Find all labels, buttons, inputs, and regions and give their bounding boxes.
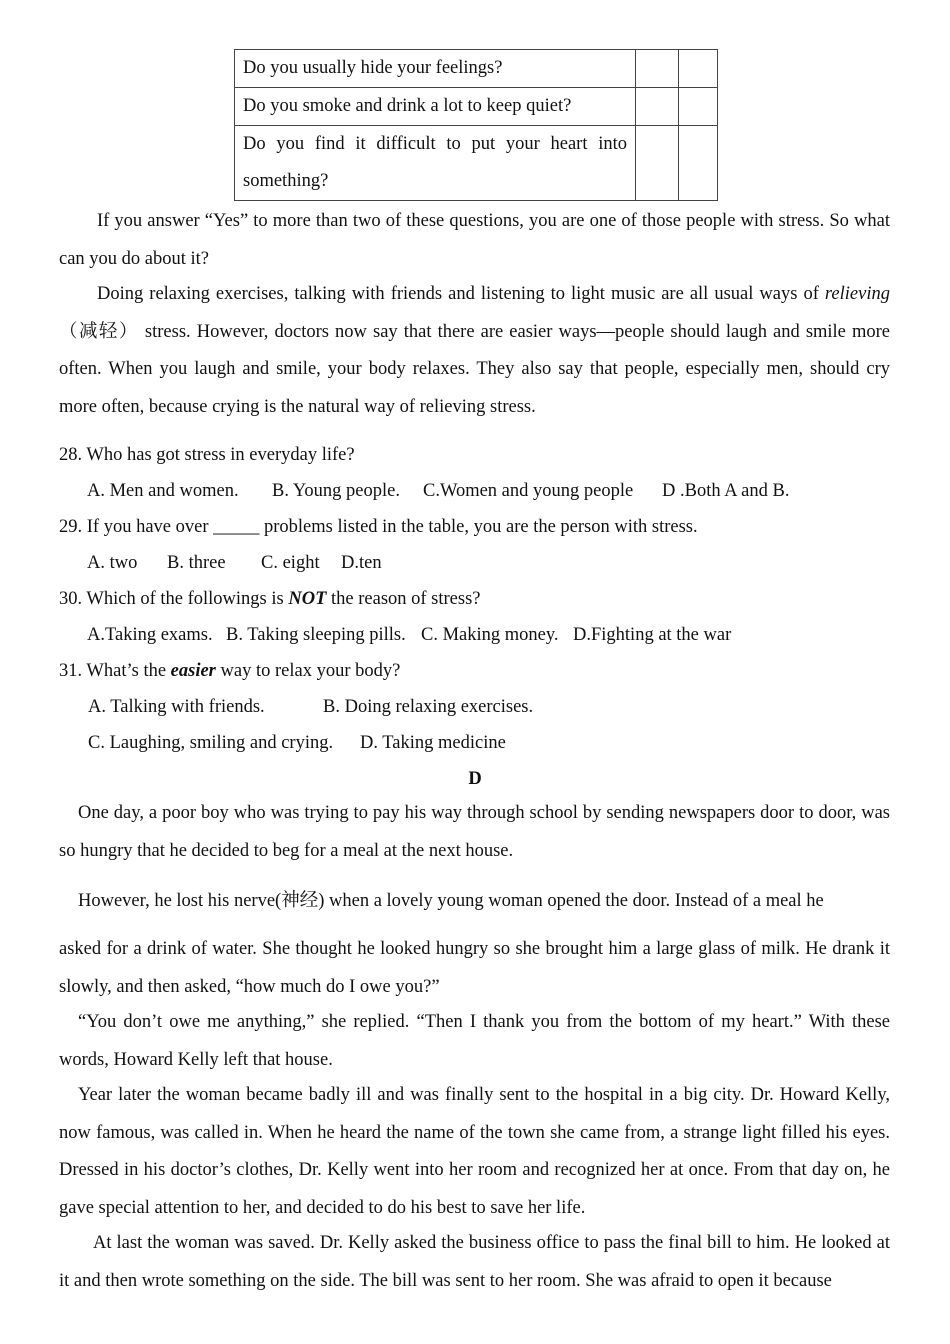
- passage-d-paragraph-4: Year later the woman became badly ill and was finally sent to the hospital in a big city. Dr. Howard Kelly, now famous, was called in. When he heard the name of the town she came from, a strange light filled his eyes. Dressed in his doctor’s clothes, Dr. Kelly went into her room and recognized her at once. From that day on, he gave special attention to her, and decided to do his best to save her life.: [59, 1085, 890, 1218]
- q30-option-d[interactable]: D.Fighting at the war: [573, 625, 732, 645]
- q29-option-d[interactable]: D.ten: [341, 553, 382, 573]
- q29-option-a[interactable]: A. two: [87, 553, 138, 573]
- stem-text: 31. What’s the: [59, 661, 171, 681]
- q31-option-b[interactable]: B. Doing relaxing exercises.: [323, 697, 534, 717]
- q28-option-b[interactable]: B. Young people.: [272, 481, 400, 501]
- yes-answer-cell: [636, 50, 679, 88]
- paragraph-text: stress. However, doctors now say that there are easier ways—people should laugh and smile more often. When you laugh and smile, your body relaxes. They also say that people, especially men, should cry more often, because crying is the natural way of relieving stress.: [59, 321, 890, 417]
- stem-text: way to relax your body?: [220, 661, 401, 681]
- passage-d-paragraph-3: “You don’t owe me anything,” she replied. “Then I thank you from the bottom of my heart.” With these words, Howard Kelly left that house.: [59, 1012, 890, 1070]
- yes-answer-cell: [636, 88, 679, 126]
- q28-option-a[interactable]: A. Men and women.: [87, 481, 239, 501]
- section-heading-d: D: [468, 769, 482, 789]
- q31-option-a[interactable]: A. Talking with friends.: [88, 697, 265, 717]
- table-row: [235, 126, 718, 201]
- yes-answer-cell: [636, 126, 679, 201]
- table-question-cell: Do you smoke and drink a lot to keep quiet?: [235, 88, 636, 126]
- q28-option-c[interactable]: C.Women and young people: [423, 481, 634, 501]
- chinese-gloss: （减轻）: [59, 321, 139, 342]
- stress-checklist-table: [234, 49, 718, 201]
- table-question-cell: Do you find it difficult to put your heart into something?: [235, 126, 636, 201]
- stem-text: 30. Which of the followings is: [59, 589, 289, 609]
- passage-c-paragraph-2: [59, 276, 890, 426]
- q31-option-d[interactable]: D. Taking medicine: [360, 733, 506, 753]
- passage-c-paragraph-1: If you answer “Yes” to more than two of these questions, you are one of those people with stress. So what can you do about it?: [59, 211, 890, 269]
- q31-option-c[interactable]: C. Laughing, smiling and crying.: [88, 733, 334, 753]
- paragraph-text: Doing relaxing exercises, talking with friends and listening to light music are all usual ways of: [97, 284, 825, 304]
- keyword-italic: relieving: [824, 284, 890, 304]
- passage-d-paragraph-5: At last the woman was saved. Dr. Kelly asked the business office to pass the final bill to him. He looked at it and then wrote something on the side. The bill was sent to her room. She was afraid to open it because: [59, 1233, 890, 1291]
- no-answer-cell: [679, 50, 718, 88]
- no-answer-cell: [679, 126, 718, 201]
- q30-option-b[interactable]: B. Taking sleeping pills.: [226, 625, 406, 645]
- q28-option-d[interactable]: D .Both A and B.: [662, 481, 790, 501]
- no-answer-cell: [679, 88, 718, 126]
- question-29-stem: 29. If you have over _____ problems listed in the table, you are the person with stress.: [59, 517, 698, 537]
- table-row: [235, 88, 718, 126]
- emphasis-not: NOT: [288, 589, 327, 609]
- stem-text: the reason of stress?: [326, 589, 481, 609]
- passage-d-paragraph-2-first-line: However, he lost his nerve(神经) when a lovely young woman opened the door. Instead of a meal he: [78, 891, 824, 911]
- q30-option-c[interactable]: C. Making money.: [421, 625, 559, 645]
- passage-d-paragraph-2-rest: asked for a drink of water. She thought he looked hungry so she brought him a large glass of milk. He drank it slowly, and then asked, “how much do I owe you?”: [59, 939, 890, 997]
- question-31-stem: [59, 660, 400, 682]
- q29-option-c[interactable]: C. eight: [261, 553, 320, 573]
- question-28-stem: 28. Who has got stress in everyday life?: [59, 445, 355, 465]
- question-30-stem: [59, 588, 481, 610]
- table-question-cell: Do you usually hide your feelings?: [235, 50, 636, 88]
- q29-option-b[interactable]: B. three: [167, 553, 226, 573]
- emphasis-easier: easier: [170, 661, 216, 681]
- passage-d-paragraph-1: One day, a poor boy who was trying to pay his way through school by sending newspapers door to door, was so hungry that he decided to beg for a meal at the next house.: [59, 803, 890, 861]
- q30-option-a[interactable]: A.Taking exams.: [87, 625, 213, 645]
- table-row: [235, 50, 718, 88]
